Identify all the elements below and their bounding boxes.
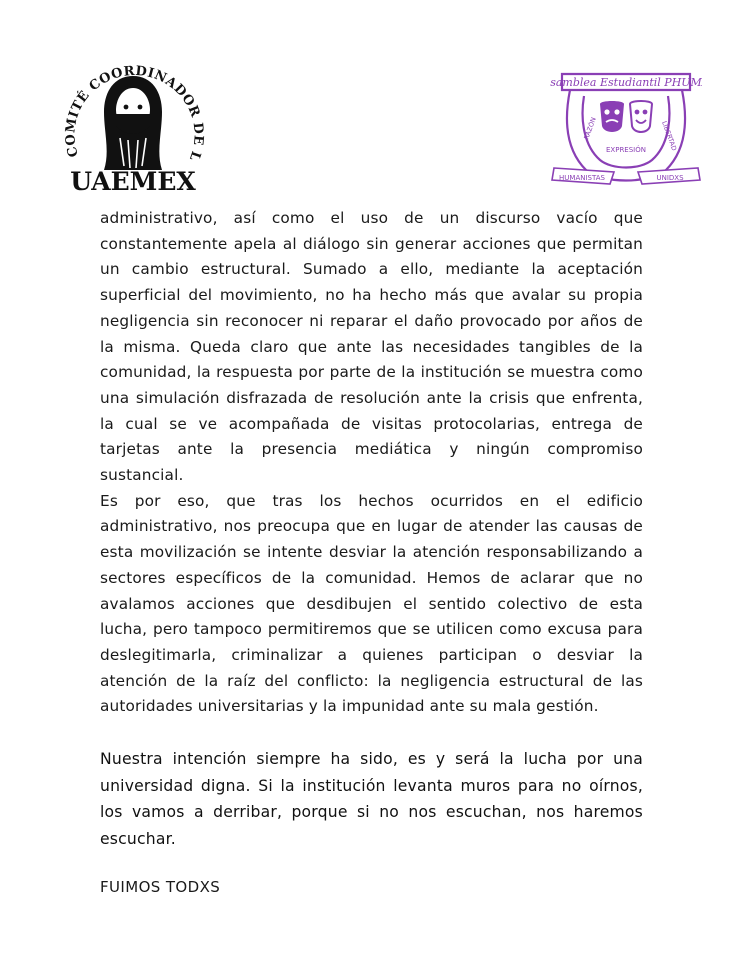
- statement-body: [100, 206, 643, 896]
- comite-coordinador-logo: [58, 48, 208, 194]
- asamblea-phuma-logo: [550, 60, 702, 192]
- logo-uaemex-text: UAEMEX: [70, 167, 196, 194]
- phuma-banner-text: Asamblea Estudiantil PHUMA: [550, 76, 702, 89]
- signoff: FUIMOS TODXS: [100, 878, 221, 897]
- hooded-figure-icon: [104, 76, 162, 170]
- closing-statement: Nuestra intención siempre ha sido, es y será la lucha por una universidad digna. Si la institución levanta muros para no oírnos, los vamos a derribar, porque si no nos escuchan, nos haremos escuchar.: [100, 750, 643, 848]
- asamblea-phuma-emblem: [550, 60, 702, 192]
- word-razon: RAZÓN: [582, 116, 598, 141]
- word-expresion: EXPRESIÓN: [606, 146, 646, 154]
- ribbon-unidxs: UNIDXS: [656, 174, 684, 182]
- theater-masks-icon: [600, 101, 652, 132]
- word-libertad: LIBERTAD: [660, 119, 679, 152]
- logo-arc-text: COMITÉ COORDINADOR DE L: [63, 63, 206, 163]
- paragraph-administrativo: administrativo, así como el uso de un discurso vacío que constantemente apela al diálogo sin generar acciones que permitan un cambio estructural. Sumado a ello, mediante la aceptación superficial del movimiento, no ha hecho más que avalar su propia negligencia sin reconocer ni reparar el daño provocado por años de la misma. Queda claro que ante las necesidades tangibles de la comunidad, la respuesta por parte de la institución se muestra como una simulación disfrazada de resolución ante la crisis que enfrenta, la cual se ve acompañada de visitas protocolarias, entrega de tarjetas ante la presencia mediática y ningún compromiso sustancial.: [100, 209, 643, 485]
- comite-coordinador-emblem: [58, 48, 208, 194]
- paragraph-es-por-eso: Es por eso, que tras los hechos ocurridos en el edificio administrativo, nos preocupa que en lugar de atender las causas de esta movilización se intente desviar la atención responsabilizando a sectores específicos de la comunidad. Hemos de aclarar que no avalamos acciones que desdibujen el sentido colectivo de esta lucha, pero tampoco permitiremos que se utilicen como excusa para deslegitimarla, criminalizar a quienes participan o desviar la atención de la raíz del conflicto: la negligencia estructural de las autoridades universitarias y la impunidad ante su mala gestión.: [100, 491, 643, 716]
- ribbon-humanistas: HUMANISTAS: [559, 174, 605, 182]
